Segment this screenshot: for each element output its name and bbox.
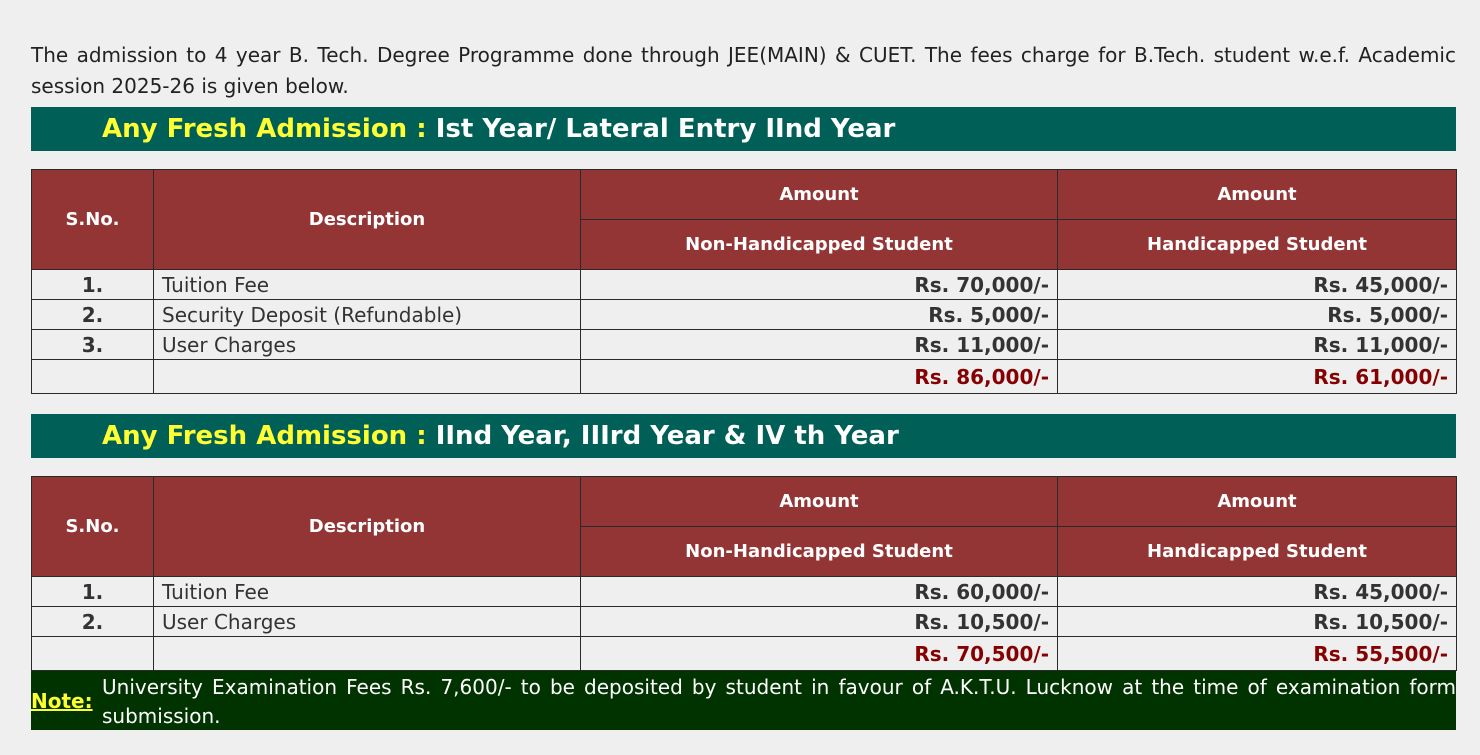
section-2-banner-title: IInd Year, IIIrd Year & IV th Year [426,421,899,451]
table-row [32,330,1457,360]
row-amount-non-handicapped: Rs. 11,000/- [581,330,1058,360]
row-amount-handicapped: Rs. 10,500/- [1058,607,1457,637]
row-description: User Charges [154,330,581,360]
header-handicapped-student: Handicapped Student [1058,220,1457,270]
fee-table-later-years [31,476,1457,671]
header-handicapped-student: Handicapped Student [1058,527,1457,577]
note-box [31,671,1456,730]
row-description: User Charges [154,607,581,637]
total-empty-sno [32,637,154,671]
row-amount-non-handicapped: Rs. 60,000/- [581,577,1058,607]
intro-paragraph: The admission to 4 year B. Tech. Degree Programme done through JEE(MAIN) & CUET. The fees charge for B.Tech. student w.e.f. Academic session 2025-26 is given below. [31,43,1456,98]
total-empty-sno [32,360,154,394]
table-row [32,300,1457,330]
header-amount-non-handicapped: Amount [581,170,1058,220]
total-non-handicapped: Rs. 70,500/- [581,637,1058,671]
header-description: Description [154,477,581,577]
table-row [32,270,1457,300]
header-amount-non-handicapped: Amount [581,477,1058,527]
section-2-banner-highlight: Any Fresh Admission : [102,421,427,451]
section-1-banner-highlight: Any Fresh Admission : [102,114,427,144]
row-amount-non-handicapped: Rs. 10,500/- [581,607,1058,637]
row-amount-handicapped: Rs. 45,000/- [1058,270,1457,300]
note-text: University Examination Fees Rs. 7,600/- to be deposited by student in favour of A.K.T.U. Lucknow at the time of examination form submission. [102,675,1456,728]
row-sno: 1. [32,270,154,300]
table-row [32,577,1457,607]
row-sno: 3. [32,330,154,360]
header-description: Description [154,170,581,270]
row-amount-non-handicapped: Rs. 5,000/- [581,300,1058,330]
row-amount-handicapped: Rs. 5,000/- [1058,300,1457,330]
header-non-handicapped-student: Non-Handicapped Student [581,527,1058,577]
table-row [32,607,1457,637]
row-sno: 1. [32,577,154,607]
total-row [32,637,1457,671]
fee-table-first-year [31,169,1457,394]
note-label: Note: [31,689,93,713]
header-amount-handicapped: Amount [1058,170,1457,220]
header-sno: S.No. [32,477,154,577]
total-handicapped: Rs. 61,000/- [1058,360,1457,394]
row-sno: 2. [32,300,154,330]
header-non-handicapped-student: Non-Handicapped Student [581,220,1058,270]
total-empty-description [154,637,581,671]
row-sno: 2. [32,607,154,637]
total-empty-description [154,360,581,394]
total-non-handicapped: Rs. 86,000/- [581,360,1058,394]
section-2-banner [31,414,1456,458]
header-amount-handicapped: Amount [1058,477,1457,527]
row-description: Tuition Fee [154,577,581,607]
section-1-banner-title: Ist Year/ Lateral Entry IInd Year [426,114,896,144]
row-description: Security Deposit (Refundable) [154,300,581,330]
total-row [32,360,1457,394]
total-handicapped: Rs. 55,500/- [1058,637,1457,671]
row-amount-handicapped: Rs. 45,000/- [1058,577,1457,607]
row-description: Tuition Fee [154,270,581,300]
section-1-banner [31,107,1456,151]
row-amount-non-handicapped: Rs. 70,000/- [581,270,1058,300]
header-sno: S.No. [32,170,154,270]
row-amount-handicapped: Rs. 11,000/- [1058,330,1457,360]
